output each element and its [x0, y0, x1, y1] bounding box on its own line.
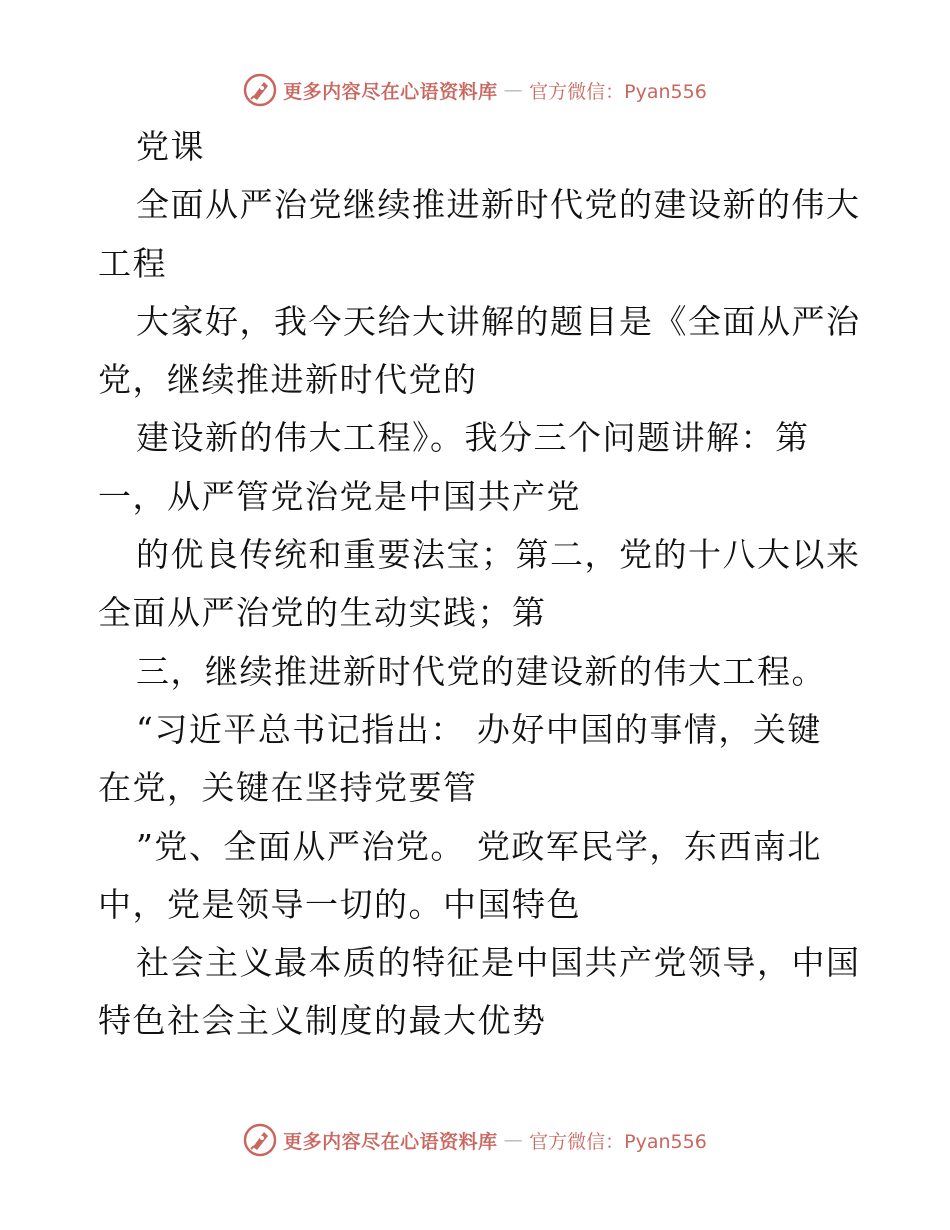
- text-line: 党，继续推进新时代党的: [98, 360, 478, 400]
- text-line: 建设新的伟大工程》。我分三个问题讲解：第: [136, 418, 810, 458]
- footer-banner[interactable]: [0, 1120, 950, 1160]
- text-line: 的优良传统和重要法宝；第二，党的十八大以来: [136, 535, 861, 575]
- banner-title: 更多内容尽在心语资料库: [283, 80, 498, 103]
- text-line: 全面从严治党的生动实践；第: [98, 593, 547, 633]
- text-line: 一，从严管党治党是中国共产党: [98, 476, 581, 516]
- text-line: ”党、全面从严治党。 党政军民学，东西南北: [136, 826, 822, 866]
- banner-separator: —: [503, 79, 524, 101]
- text-line: “习近平总书记指出： 办好中国的事情，关键: [136, 709, 822, 749]
- document-body: [98, 118, 861, 1051]
- text-line: 社会主义最本质的特征是中国共产党领导，中国: [136, 943, 861, 983]
- text-line: 大家好，我今天给大讲解的题目是《全面从严治: [136, 301, 861, 341]
- pen-nib-icon: [243, 1123, 277, 1157]
- text-line: 特色社会主义制度的最大优势: [98, 1001, 547, 1041]
- header-banner[interactable]: [0, 70, 950, 110]
- text-line: 在党，关键在坚持党要管: [98, 768, 478, 808]
- banner-wechat: 官方微信：Pyan556: [529, 1130, 707, 1153]
- text-line: 工程: [98, 243, 167, 283]
- banner-wechat: 官方微信：Pyan556: [529, 80, 707, 103]
- text-line: 三，继续推进新时代党的建设新的伟大工程。: [136, 651, 826, 691]
- text-line: 党课: [136, 127, 205, 166]
- text-line: 全面从严治党继续推进新时代党的建设新的伟大: [136, 185, 861, 225]
- banner-separator: —: [503, 1129, 524, 1151]
- banner-title: 更多内容尽在心语资料库: [283, 1130, 498, 1153]
- pen-nib-icon: [243, 73, 277, 107]
- text-line: 中，党是领导一切的。中国特色: [98, 884, 581, 924]
